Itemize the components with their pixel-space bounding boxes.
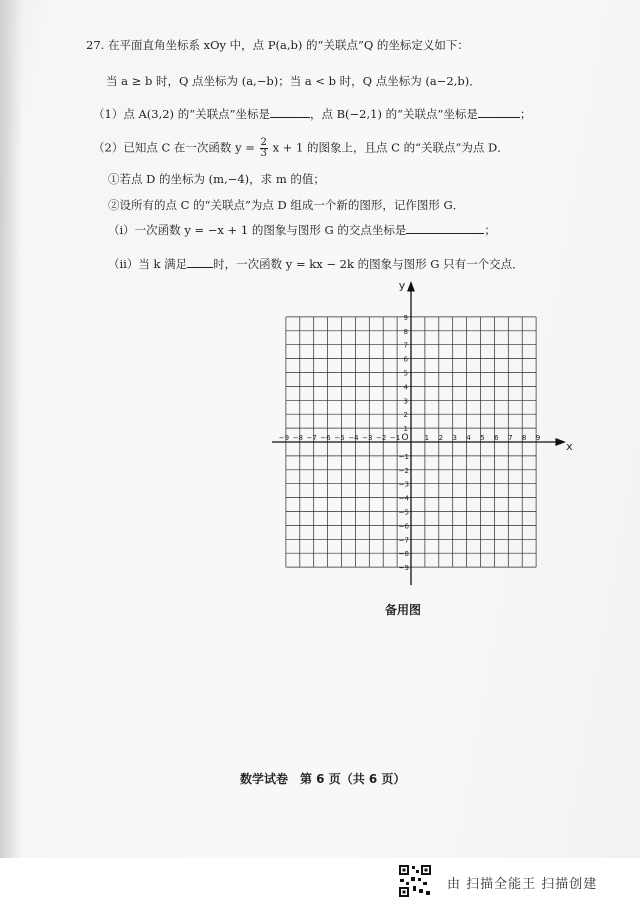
y-axis-label: y: [398, 278, 406, 292]
y-axis-arrow: [408, 283, 414, 291]
part-2-text-b: x + 1 的图象上，且点 C 的“关联点”为点 D．: [272, 140, 509, 155]
x-tick-label: −4: [348, 434, 359, 442]
part-1-text-b: ，点 B(−2,1) 的“关联点”坐标是: [309, 107, 478, 121]
part-2-text-a: （2）已知点 C 在一次函数 y =: [93, 140, 255, 155]
y-tick-label: 7: [403, 341, 408, 350]
y-tick-label: −8: [398, 550, 409, 559]
page-footer: 数学试卷 第 6 页（共 6 页）: [240, 772, 406, 786]
x-tick-label: 6: [494, 434, 499, 442]
x-tick-label: 8: [521, 434, 527, 442]
x-tick-label: −5: [334, 434, 345, 442]
x-tick-label: −3: [362, 434, 373, 442]
x-tick-label: 5: [480, 434, 485, 442]
y-tick-label: 6: [403, 355, 408, 364]
y-tick-label: −2: [398, 466, 409, 475]
x-tick-label: −9: [278, 434, 290, 442]
y-tick-label: 8: [403, 327, 408, 336]
x-tick-label: −6: [320, 434, 331, 442]
x-tick-label: 4: [466, 434, 471, 442]
sub-2-i-end: ；: [484, 223, 496, 237]
fraction-numerator: 2: [260, 137, 267, 148]
y-tick-label: −3: [398, 480, 409, 489]
sub-question-1: ①若点 D 的坐标为 (m,−4)，求 m 的值；: [108, 172, 325, 186]
x-tick-label: 2: [438, 434, 444, 442]
x-tick-label: −8: [292, 434, 303, 442]
y-tick-label: −6: [398, 522, 409, 531]
sub-2-i-text: （ⅰ）一次函数 y = −x + 1 的图象与图形 G 的交点坐标是: [108, 223, 407, 237]
qr-code-icon: [398, 864, 432, 898]
fraction-denominator: 3: [260, 148, 267, 159]
y-tick-label: −9: [398, 564, 409, 573]
x-axis-label: x: [566, 440, 573, 453]
question-definition: 当 a ≥ b 时，Q 点坐标为 (a,−b)；当 a < b 时，Q 点坐标为 (a−2,b)．: [106, 74, 481, 88]
y-tick-label: −1: [398, 452, 409, 461]
x-tick-label: 3: [452, 434, 457, 442]
y-tick-label: 9: [403, 313, 408, 322]
x-tick-label: 9: [535, 434, 541, 442]
y-tick-label: 2: [403, 411, 408, 420]
sub-question-2: ②设所有的点 C 的“关联点”为点 D 组成一个新的图形，记作图形 G．: [108, 198, 465, 212]
y-tick-label: −4: [398, 494, 409, 503]
y-tick-label: 1: [403, 425, 408, 434]
y-tick-label: −7: [398, 536, 409, 545]
x-axis-arrow: [556, 439, 564, 445]
question-intro: 27. 在平面直角坐标系 xOy 中，点 P(a,b) 的“关联点”Q 的坐标定义如下：: [86, 38, 469, 52]
y-tick-label: −5: [398, 508, 409, 517]
x-tick-label: 7: [508, 434, 513, 442]
part-1-text-a: （1）点 A(3,2) 的“关联点”坐标是: [93, 107, 270, 121]
scanner-watermark: 由 扫描全能王 扫描创建: [447, 877, 598, 892]
x-tick-label: 1: [424, 434, 430, 442]
sub-2-ii-text-b: 时，一次函数 y = kx − 2k 的图象与图形 G 只有一个交点．: [213, 257, 524, 271]
y-tick-label: 3: [403, 397, 408, 406]
x-tick-label: −7: [306, 434, 317, 442]
figure-caption: 备用图: [385, 603, 422, 617]
sub-2-ii-text-a: （ⅱ）当 k 满足: [108, 257, 188, 271]
origin-label: O: [401, 433, 409, 443]
x-tick-label: −1: [389, 434, 401, 442]
y-tick-label: 5: [403, 369, 408, 378]
x-tick-label: −2: [376, 434, 387, 442]
y-tick-label: 4: [403, 383, 408, 392]
part-1-end: ；: [519, 107, 532, 121]
